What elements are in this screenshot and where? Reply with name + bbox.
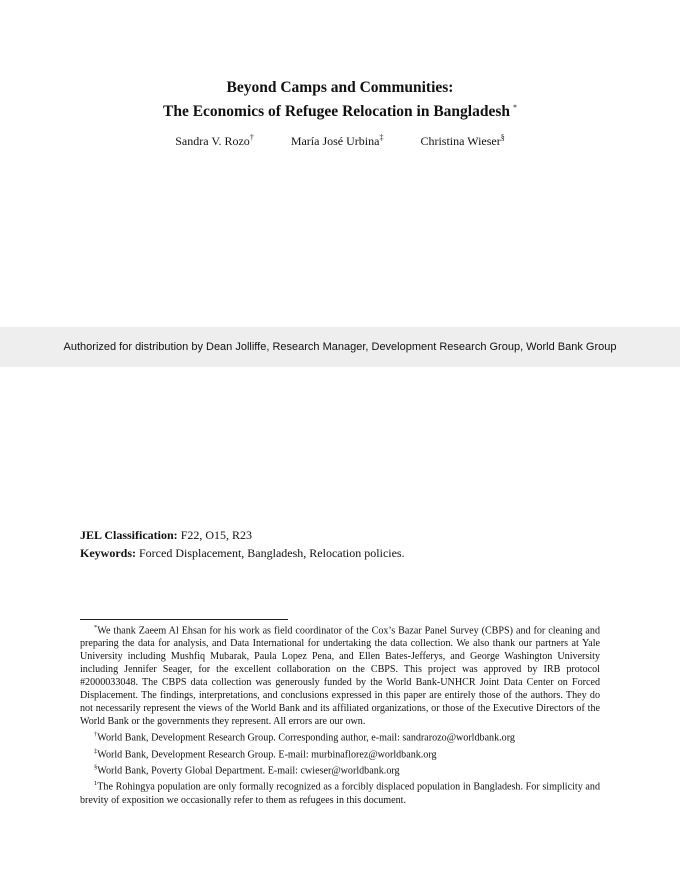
- footnote-mark: §: [94, 764, 98, 772]
- jel-value: F22, O15, R23: [180, 528, 253, 542]
- footnote-rohingya: [80, 777, 600, 806]
- jel-label: JEL Classification:: [80, 528, 178, 542]
- footnote-mark: †: [94, 731, 98, 739]
- footnote-wieser: [80, 761, 600, 777]
- author-rozo: [175, 133, 254, 149]
- title-line-2: [0, 98, 680, 122]
- author-mark: †: [249, 133, 254, 142]
- footnote-mark: ‡: [94, 747, 98, 755]
- keywords-label: Keywords:: [80, 546, 136, 560]
- footnote-text: We thank Zaeem Al Ehsan for his work as field coordinator of the Cox’s Bazar Panel Survey (CBPS) and for cleaning and preparing the data for analysis, and Data International for undertaking the data collection. We also thank our partners at Yale University including Mushfiq Mubarak, Paula Lopez Pena, and Ellen Bates-Jefferys, and George Washington University including Jennifer Seager, for the excellent collaboration on the CBPS. This project was approved by IRB protocol #2000033048. The CBPS data collection was generously funded by the World Bank-UNHCR Joint Data Center on Forced Displacement. The findings, interpretations, and conclusions expressed in this paper are entirely those of the authors. They do not necessarily represent the views of the World Bank and its affiliated organizations, or those of the Executive Directors of the World Bank or the governments they represent. All errors are our own.: [80, 625, 600, 728]
- title-line-2-text: The Economics of Refugee Relocation in Bangladesh: [162, 103, 511, 121]
- footnote-mark: *: [94, 624, 98, 631]
- jel-classification: [80, 528, 252, 543]
- keywords-value: Forced Displacement, Bangladesh, Relocation policies.: [139, 546, 405, 560]
- distribution-banner: [0, 327, 680, 367]
- keywords: [80, 546, 405, 561]
- footnote-mark: 1: [94, 780, 98, 788]
- author-name: Sandra V. Rozo: [175, 134, 250, 148]
- author-urbina: [291, 133, 384, 149]
- footnote-urbina: [80, 745, 600, 761]
- footnote-text: The Rohingya population are only formally recognized as a forcibly displaced population in Bangladesh. For simplicity and brevity of exposition we occasionally refer to them as refugees in this document.: [80, 781, 600, 806]
- footnote-rozo: [80, 728, 600, 744]
- paper-title: [0, 78, 680, 122]
- footnote-acknowledgements: [80, 621, 600, 728]
- author-name: María José Urbina: [290, 134, 380, 148]
- title-line-1: Beyond Camps and Communities:: [226, 79, 454, 96]
- author-mark: §: [500, 133, 505, 142]
- title-footnote-mark: *: [513, 103, 518, 112]
- author-wieser: [420, 133, 504, 149]
- author-name: Christina Wieser: [420, 134, 501, 148]
- author-list: [0, 133, 680, 149]
- distribution-text: Authorized for distribution by Dean Jolliffe, Research Manager, Development Research Group, World Bank Group: [63, 341, 617, 353]
- footnote-text: World Bank, Development Research Group. E-mail: murbinaflorez@worldbank.org: [97, 749, 437, 761]
- author-mark: ‡: [379, 133, 384, 142]
- footnote-text: World Bank, Development Research Group. Corresponding author, e-mail: sandrarozo@worldbank.org: [97, 732, 515, 744]
- footnote-text: World Bank, Poverty Global Department. E-mail: cwieser@worldbank.org: [97, 765, 400, 777]
- footnote-separator: [80, 619, 288, 620]
- footnotes: [80, 621, 600, 807]
